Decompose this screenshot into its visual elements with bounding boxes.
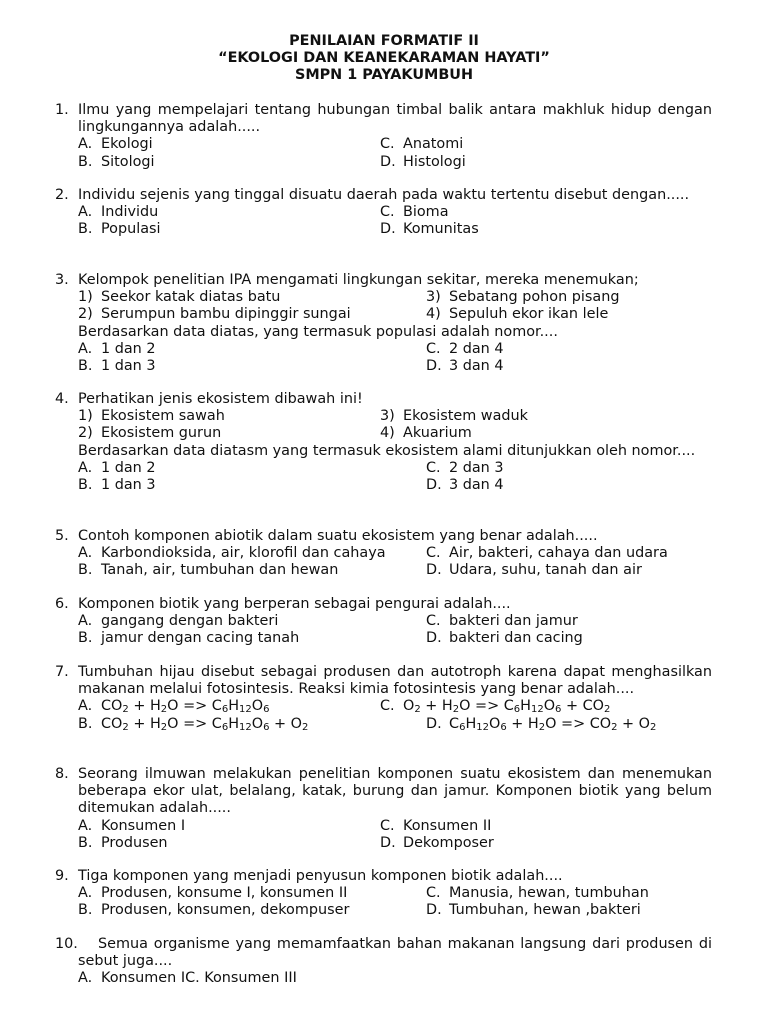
option-b[interactable]: B. Produsen (78, 834, 168, 851)
option-b[interactable]: B. 1 dan 3 (78, 476, 156, 493)
option-a[interactable]: A. 1 dan 2 (78, 340, 156, 357)
question-9-text (55, 868, 712, 885)
question-1-text (55, 102, 712, 136)
option-c[interactable]: C. Anatomi (380, 136, 464, 153)
option-a-c[interactable]: A. Konsumen IC. Konsumen III (78, 970, 297, 987)
header-subtitle: “EKOLOGI DAN KEANEKARAMAN HAYATI” (218, 50, 550, 66)
question-7-text (55, 664, 712, 698)
data-item-4: 4) Akuarium (380, 425, 472, 442)
question-stem: Kelompok penelitian IPA mengamati lingkungan sekitar, mereka menemukan; (78, 272, 639, 288)
option-d[interactable]: D. Komunitas (380, 221, 479, 238)
question-8-text (55, 766, 712, 818)
question-number: 2. (55, 187, 69, 203)
option-b[interactable]: B. jamur dengan cacing tanah (78, 630, 300, 647)
question-7 (55, 664, 712, 733)
question-number: 9. (55, 868, 69, 884)
data-item-3: 3) Sebatang pohon pisang (426, 289, 620, 306)
question-6-text (55, 596, 712, 613)
question-number: 8. (55, 766, 69, 782)
question-1 (55, 102, 712, 171)
question-9 (55, 868, 712, 920)
option-d[interactable]: D. Dekomposer (380, 834, 494, 851)
option-b[interactable]: B. 1 dan 3 (78, 357, 156, 374)
question-3-text (55, 272, 712, 289)
header-title: PENILAIAN FORMATIF II (289, 33, 479, 49)
question-5-text (55, 528, 712, 545)
option-b[interactable]: B. Sitologi (78, 153, 155, 170)
question-2-text (55, 187, 712, 204)
question-number: 6. (55, 596, 69, 612)
option-c[interactable]: C. $O_2 + H_2O => C_6H_{12}O_6 + CO_2$ (380, 698, 611, 716)
data-item-3: 3) Ekosistem waduk (380, 408, 528, 425)
question-stem: Tumbuhan hijau disebut sebagai produsen dan autotroph karena dapat menghasilkan makanan melalui fotosintesis. Reaksi kimia fotosintesis yang benar adalah.... (78, 664, 712, 698)
option-a[interactable]: A. Karbondioksida, air, klorofil dan cahaya (78, 545, 386, 562)
question-4-text (55, 391, 712, 408)
option-b[interactable]: B. Tanah, air, tumbuhan dan hewan (78, 562, 339, 579)
option-d[interactable]: D. Udara, suhu, tanah dan air (426, 562, 642, 579)
question-stem: Contoh komponen abiotik dalam suatu ekosistem yang benar adalah..... (78, 528, 598, 544)
option-a[interactable]: A. Konsumen I (78, 817, 186, 834)
question-10 (55, 936, 712, 988)
question-prompt: Berdasarkan data diatasm yang termasuk ekosistem alami ditunjukkan oleh nomor.... (78, 442, 696, 459)
option-c[interactable]: C. Manusia, hewan, tumbuhan (426, 885, 649, 902)
option-d[interactable]: D. $C_6H_{12}O_6 + H_2O => CO_2 + O_2$ (426, 715, 657, 733)
option-c[interactable]: C. Air, bakteri, cahaya dan udara (426, 545, 668, 562)
question-number: 5. (55, 528, 69, 544)
question-number: 7. (55, 664, 69, 680)
question-10-text (55, 936, 712, 970)
question-stem: Komponen biotik yang berperan sebagai pengurai adalah.... (78, 596, 511, 612)
question-number: 10. (55, 936, 78, 952)
option-d[interactable]: D. Histologi (380, 153, 466, 170)
document-header (0, 33, 768, 84)
question-3 (55, 272, 712, 375)
question-6 (55, 596, 712, 648)
question-prompt: Berdasarkan data diatas, yang termasuk populasi adalah nomor.... (78, 323, 558, 340)
data-item-1: 1) Seekor katak diatas batu (78, 289, 281, 306)
option-c[interactable]: C. bakteri dan jamur (426, 613, 578, 630)
question-8 (55, 766, 712, 852)
question-stem: Tiga komponen yang menjadi penyusun komponen biotik adalah.... (78, 868, 563, 884)
option-d[interactable]: D. Tumbuhan, hewan ,bakteri (426, 902, 641, 919)
data-item-4: 4) Sepuluh ekor ikan lele (426, 306, 609, 323)
data-item-2: 2) Ekosistem gurun (78, 425, 222, 442)
question-2 (55, 187, 712, 239)
option-a[interactable]: A. $CO_2 + H_2O => C_6H_{12}O_6$ (78, 698, 270, 716)
option-a[interactable]: A. gangang dengan bakteri (78, 613, 279, 630)
question-stem: Semua organisme yang memamfaatkan bahan makanan langsung dari produsen di sebut juga.... (78, 936, 712, 970)
option-c[interactable]: C. 2 dan 3 (426, 459, 504, 476)
option-b[interactable]: B. Populasi (78, 221, 161, 238)
question-stem: Individu sejenis yang tinggal disuatu daerah pada waktu tertentu disebut dengan..... (78, 187, 690, 203)
option-a[interactable]: A. Individu (78, 204, 159, 221)
option-c[interactable]: C. 2 dan 4 (426, 340, 504, 357)
option-a[interactable]: A. Ekologi (78, 136, 153, 153)
option-d[interactable]: D. 3 dan 4 (426, 357, 504, 374)
option-a[interactable]: A. 1 dan 2 (78, 459, 156, 476)
option-b[interactable]: B. $CO_2 + H_2O => C_6H_{12}O_6 + O_2$ (78, 715, 309, 733)
question-stem: Seorang ilmuwan melakukan penelitian komponen suatu ekosistem dan menemukan beberapa ekor ulat, belalang, katak, burung dan jamur. Komponen biotik yang belum ditemukan adalah..... (78, 766, 712, 817)
question-number: 4. (55, 391, 69, 407)
question-number: 3. (55, 272, 69, 288)
option-c[interactable]: C. Konsumen II (380, 817, 492, 834)
option-a[interactable]: A. Produsen, konsume I, konsumen II (78, 885, 348, 902)
header-school: SMPN 1 PAYAKUMBUH (294, 67, 474, 83)
option-b[interactable]: B. Produsen, konsumen, dekompuser (78, 902, 350, 919)
option-d[interactable]: D. 3 dan 4 (426, 476, 504, 493)
question-4 (55, 391, 712, 494)
data-item-2: 2) Serumpun bambu dipinggir sungai (78, 306, 351, 323)
option-c[interactable]: C. Bioma (380, 204, 449, 221)
option-d[interactable]: D. bakteri dan cacing (426, 630, 583, 647)
question-5 (55, 528, 712, 580)
data-item-1: 1) Ekosistem sawah (78, 408, 225, 425)
question-number: 1. (55, 102, 69, 118)
question-stem: Ilmu yang mempelajari tentang hubungan timbal balik antara makhluk hidup dengan lingkungannya adalah..... (78, 102, 712, 136)
question-stem: Perhatikan jenis ekosistem dibawah ini! (78, 391, 363, 407)
